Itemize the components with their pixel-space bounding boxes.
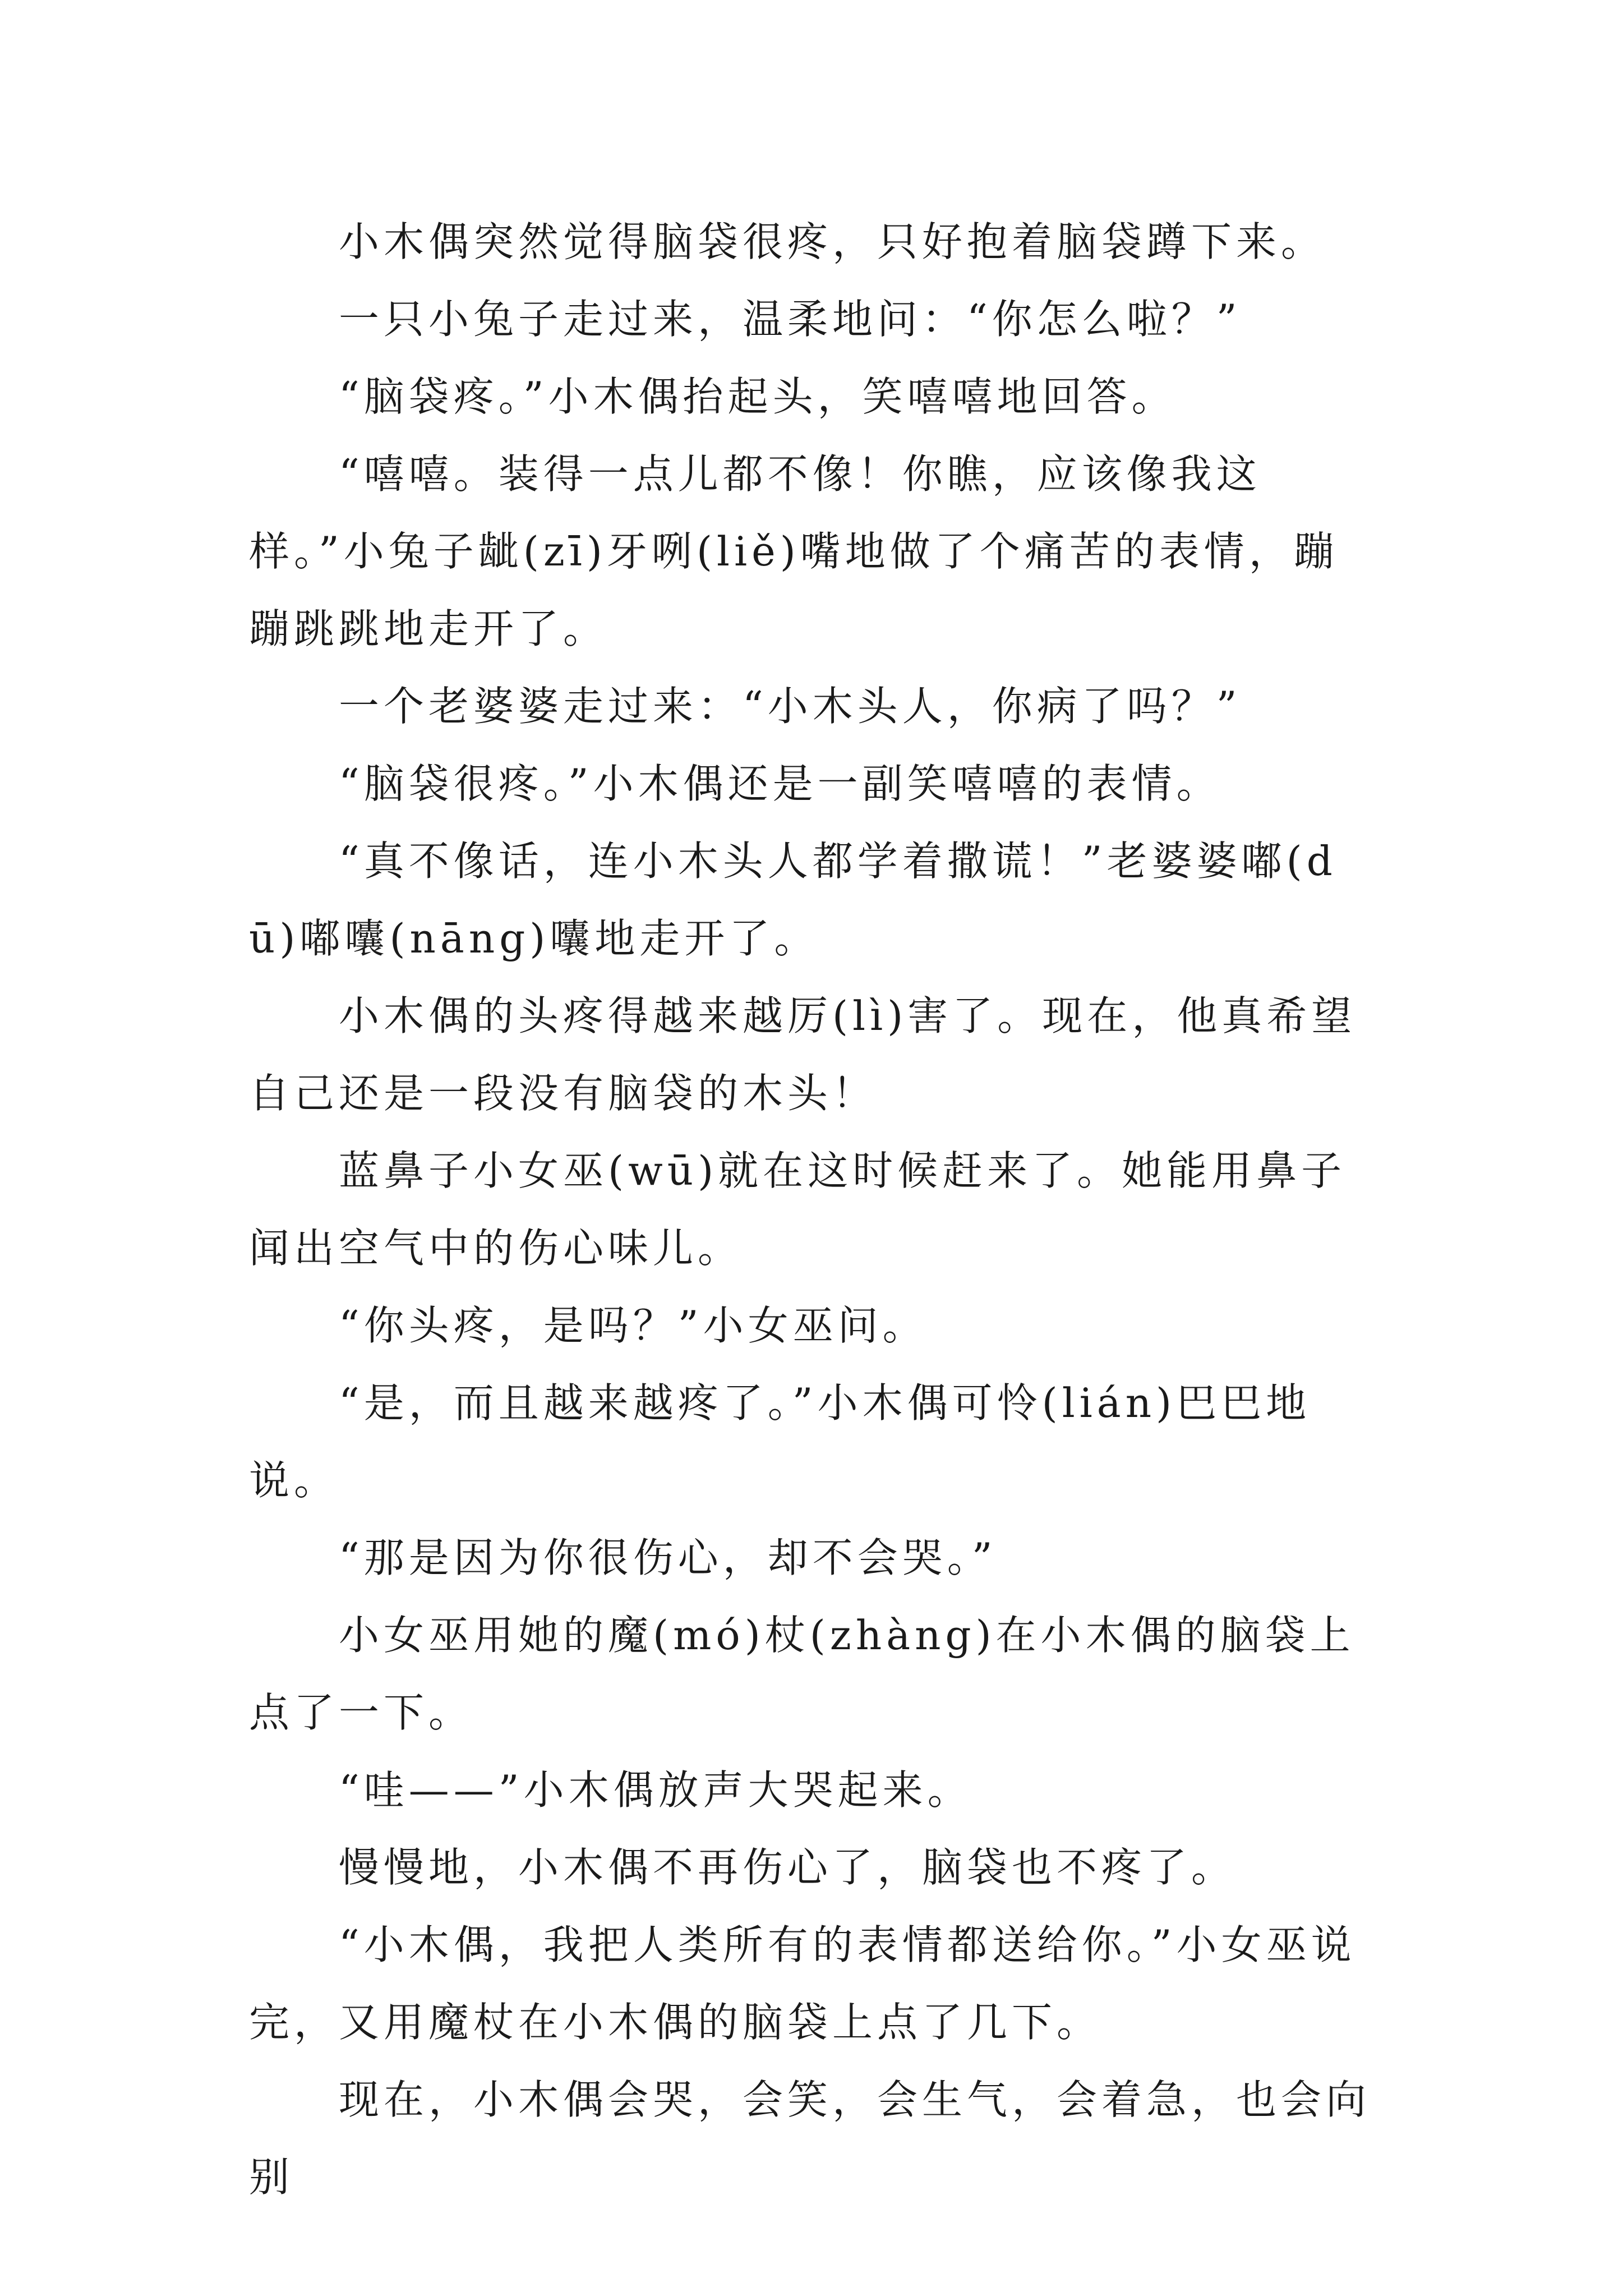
paragraph: 小木偶的头疼得越来越厉(lì)害了。现在，他真希望自己还是一段没有脑袋的木头！ xyxy=(249,992,1357,1117)
paragraph: 一个老婆婆走过来：“小木头人，你病了吗？” xyxy=(339,683,1242,730)
paragraph: “小木偶，我把人类所有的表情都送给你。”小女巫说完，又用魔杖在小木偶的脑袋上点了几下。 xyxy=(249,1921,1356,2046)
paragraph: “嘻嘻。装得一点儿都不像！你瞧，应该像我这样。”小兔子龇(zī)牙咧(liě)嘴地做了个痛苦的表情，蹦蹦跳跳地走开了。 xyxy=(249,450,1339,652)
paragraph: “那是因为你很伤心，却不会哭。” xyxy=(339,1534,997,1581)
paragraph: 现在，小木偶会哭，会笑，会生气，会着急，也会向别 xyxy=(249,2076,1371,2201)
story-text xyxy=(249,203,1376,2216)
paragraph: “脑袋很疼。”小木偶还是一副笑嘻嘻的表情。 xyxy=(339,760,1221,807)
paragraph: 蓝鼻子小女巫(wū)就在这时候赶来了。她能用鼻子闻出空气中的伤心味儿。 xyxy=(249,1147,1347,1272)
paragraph: 小木偶突然觉得脑袋很疼，只好抱着脑袋蹲下来。 xyxy=(339,218,1326,265)
paragraph: “是，而且越来越疼了。”小木偶可怜(lián)巴巴地说。 xyxy=(249,1379,1311,1504)
paragraph: “你头疼，是吗？”小女巫问。 xyxy=(339,1302,928,1349)
paragraph: “脑袋疼。”小木偶抬起头，笑嘻嘻地回答。 xyxy=(339,373,1177,420)
paragraph: 慢慢地，小木偶不再伤心了，脑袋也不疼了。 xyxy=(339,1844,1237,1891)
paragraph: “哇——”小木偶放声大哭起来。 xyxy=(339,1766,972,1814)
paragraph: 一只小兔子走过来，温柔地问：“你怎么啦？” xyxy=(339,296,1242,343)
paragraph: “真不像话，连小木头人都学着撒谎！”老婆婆嘟(dū)嘟囔(nāng)囔地走开了。 xyxy=(249,838,1337,962)
paragraph: 小女巫用她的魔(mó)杖(zhàng)在小木偶的脑袋上点了一下。 xyxy=(249,1612,1355,1736)
